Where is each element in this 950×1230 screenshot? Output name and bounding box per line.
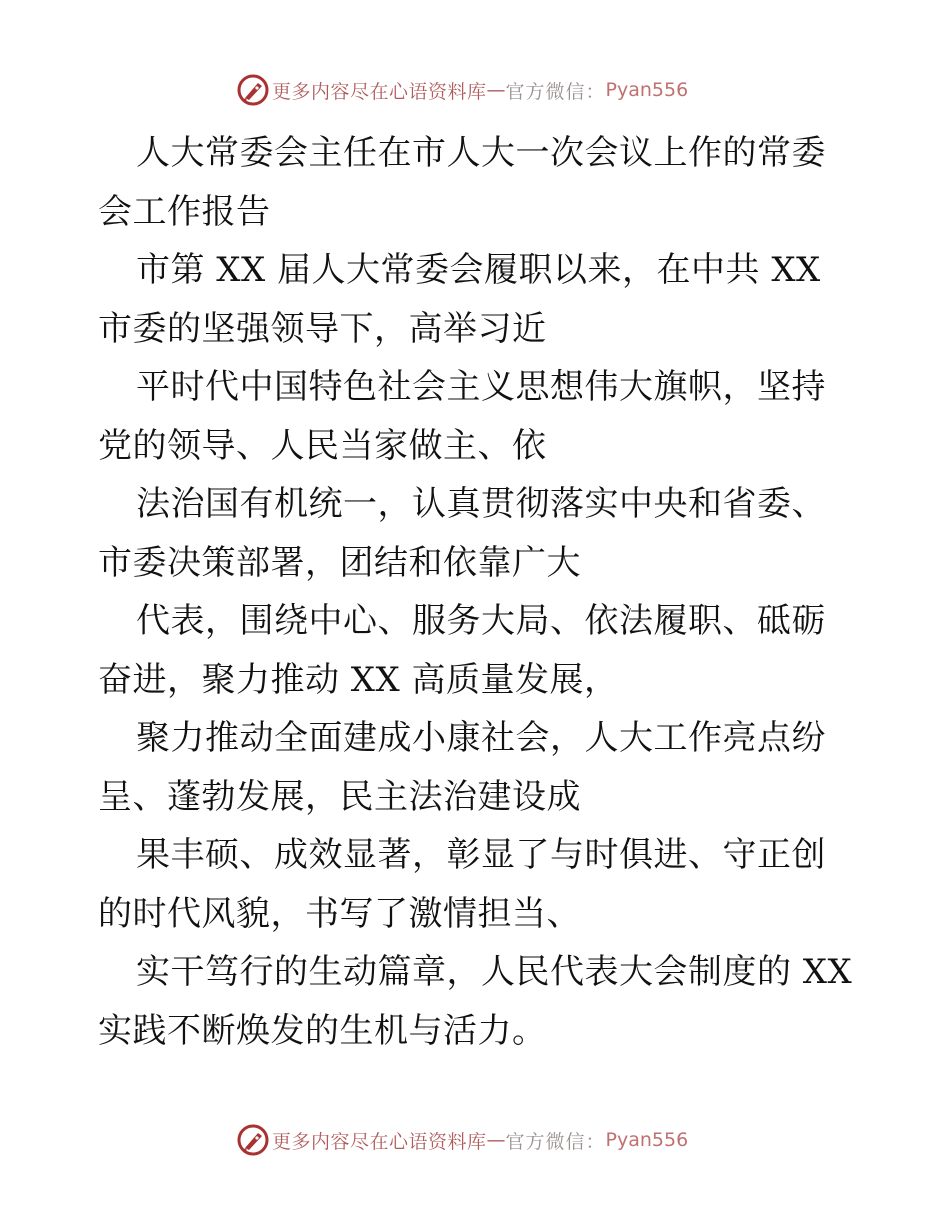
watermark-official-label: 官方微信： [505,80,606,103]
document-title-paragraph: 人大常委会主任在市人大一次会议上作的常委会工作报告 [98,133,826,232]
watermark-main-text: 更多内容尽在心语资料库 [272,80,487,103]
watermark-account-id: Pyan556 [605,1129,689,1151]
footer-watermark [236,1122,688,1158]
watermark-official-label: 官方微信： [505,1130,606,1153]
pen-nib-logo-icon [236,73,270,107]
watermark-separator: — [486,1129,506,1151]
body-paragraph: 代表，围绕中心、服务大局、依法履职、砥砺奋进，聚力推动 XX 高质量发展， [98,601,826,700]
watermark-separator: — [486,79,506,101]
header-watermark [236,72,688,108]
body-paragraph: 实干笃行的生动篇章，人民代表大会制度的 XX 实践不断焕发的生机与活力。 [98,952,853,1051]
body-paragraph: 市第 XX 届人大常委会履职以来，在中共 XX 市委的坚强领导下，高举习近 [98,250,821,349]
pen-nib-logo-icon [236,1123,270,1157]
watermark-account-id: Pyan556 [605,79,689,101]
body-paragraph: 法治国有机统一，认真贯彻落实中央和省委、市委决策部署，团结和依靠广大 [98,484,826,583]
body-paragraph: 果丰硕、成效显著，彰显了与时俱进、守正创的时代风貌，书写了激情担当、 [98,835,826,934]
watermark-main-text: 更多内容尽在心语资料库 [272,1130,487,1153]
document-body [98,124,858,1060]
body-paragraph: 平时代中国特色社会主义思想伟大旗帜，坚持党的领导、人民当家做主、依 [98,367,826,466]
body-paragraph: 聚力推动全面建成小康社会，人大工作亮点纷呈、蓬勃发展，民主法治建设成 [98,718,826,817]
